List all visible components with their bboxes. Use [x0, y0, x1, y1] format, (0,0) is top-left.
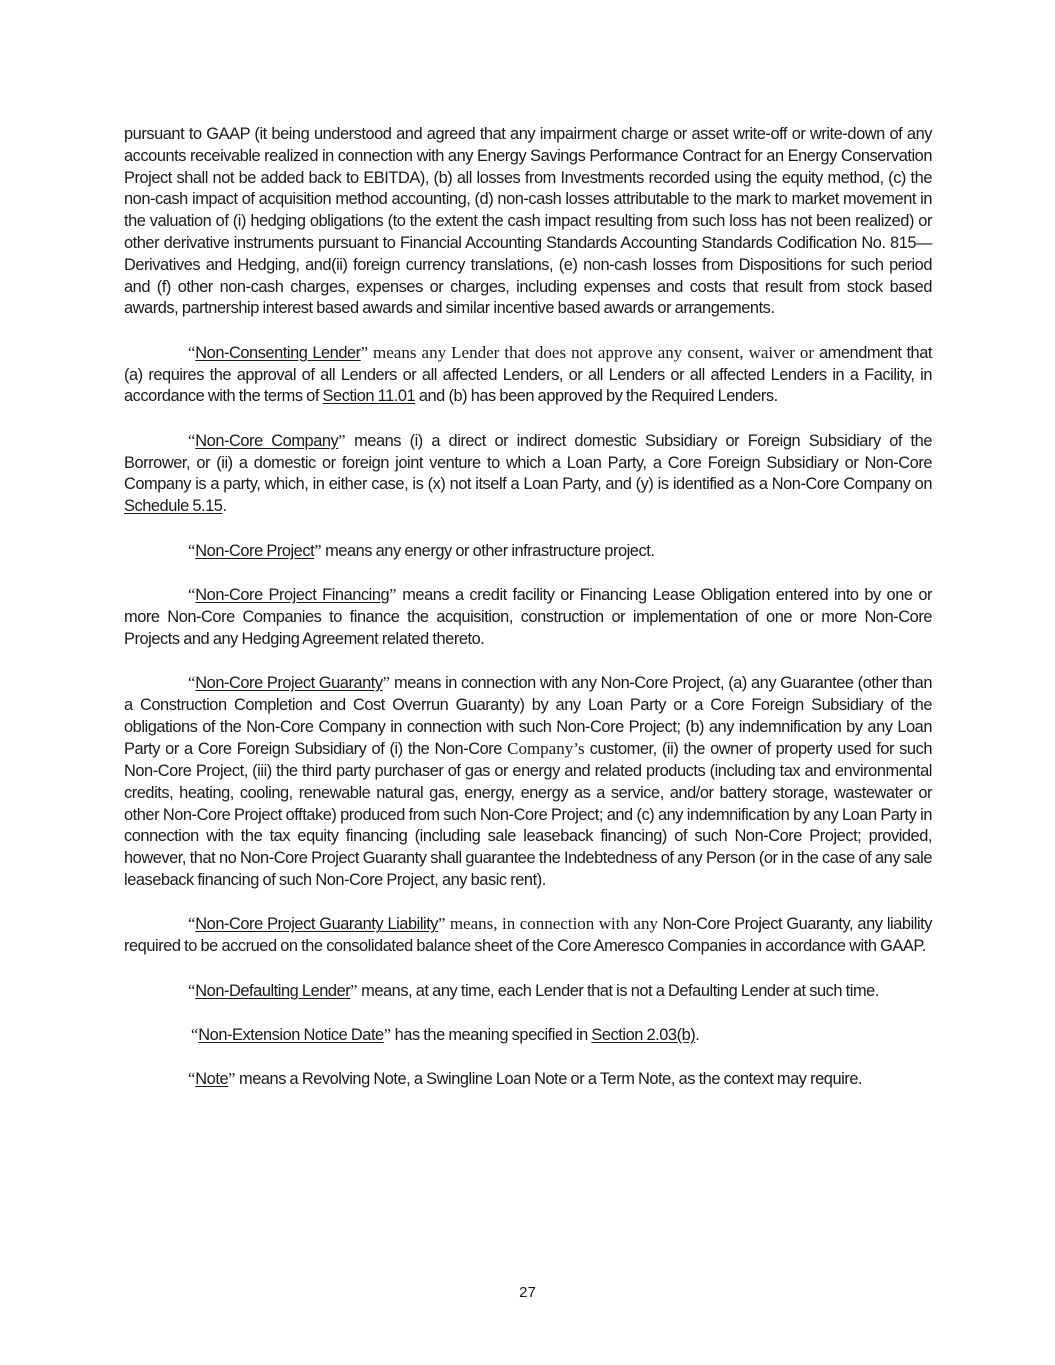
- open-quote: “: [188, 430, 196, 450]
- paragraph-continuation: pursuant to GAAP (it being understood and agreed that any impairment charge or asset write-off or write-down of any accounts receivable realized in connection with any Energy Savings Performance Contract for an Energy Conservation Project shall not be added back to EBITDA), (b) all losses from Investments recorded using the equity method, (c) the non-cash impact of acquisition method accounting, (d) non-cash losses attributable to the mark to market movement in the valuation of (i) hedging obligations (to the extent the cash impact resulting from such loss has not been realized) or other derivative instruments pursuant to Financial Accounting Standards Accounting Standards Codification No. 815—Derivatives and Hedging, and(ii) foreign currency translations, (e) non-cash losses from Dispositions for such period and (f) other non-cash charges, expenses or charges, including expenses and costs that result from stock based awards, partnership interest based awards and similar incentive based awards or arrangements.: [124, 125, 932, 318]
- close-quote: ”: [383, 1025, 392, 1045]
- close-quote: ”: [350, 980, 358, 1000]
- definition-body: means (i) a direct or indirect domestic Subsidiary or Foreign Subsidiary of the Borrower, or (ii) a domestic or foreign joint venture to which a Loan Party, a Core Foreign Subsidiary or Non-Core Company is a party, which, in either case, is (x) not itself a Loan Party, and (y) is identified as a Non-Core Company on: [124, 431, 932, 494]
- definition-non-core-company: [124, 430, 932, 518]
- definition-body: means a credit facility or Financing Lease Obligation entered into by one or more Non-Core Companies to finance the acquisition, construction or implementation of one or more Non-Core Projects and any Hedging Agreement related thereto.: [124, 585, 932, 648]
- defined-term: Note: [195, 1070, 229, 1089]
- open-quote: “: [191, 1025, 199, 1045]
- close-quote: ”: [228, 1069, 236, 1089]
- open-quote: “: [188, 342, 196, 362]
- defined-term: Non-Core Project Guaranty: [195, 673, 383, 692]
- definition-lead: means any Lender that does not approve any consent, waiver or: [367, 342, 815, 362]
- page-number: 27: [519, 1284, 536, 1301]
- cross-reference-section-2-03b[interactable]: Section 2.03(b): [591, 1026, 696, 1045]
- definition-body: amendment that (a) requires the approval of all Lenders or all affected Lenders, or all Lenders or all affected Lenders in a Facility, in accordance with the terms of: [124, 343, 932, 406]
- definition-non-core-project-guaranty-liability: [124, 913, 932, 958]
- close-quote: ”: [360, 342, 368, 362]
- definition-body: Non-Core Project Guaranty, any liability required to be accrued on the consolidated balance sheet of the Core Ameresco Companies in accordance with GAAP.: [124, 915, 932, 956]
- defined-term: Non-Core Project Financing: [195, 585, 390, 604]
- cross-reference-section-11-01[interactable]: Section 11.01: [322, 387, 416, 406]
- defined-term: Non-Defaulting Lender: [195, 981, 351, 1000]
- open-quote: “: [188, 980, 196, 1000]
- close-quote: ”: [338, 430, 346, 450]
- defined-term: Non-Extension Notice Date: [198, 1026, 384, 1045]
- definition-non-core-project-guaranty: [124, 672, 932, 892]
- definition-non-core-project-financing: [124, 584, 932, 650]
- defined-term: Non-Consenting Lender: [195, 343, 361, 362]
- definition-body: means any energy or other infrastructure project.: [321, 541, 655, 560]
- open-quote: “: [188, 914, 196, 934]
- definition-non-consenting-lender: [124, 342, 932, 408]
- open-quote: “: [188, 540, 196, 560]
- defined-term: Non-Core Company: [195, 431, 339, 450]
- definition-lead: means, in connection with any: [445, 914, 659, 934]
- definition-non-extension-notice-date: [124, 1024, 932, 1047]
- close-quote: ”: [438, 914, 446, 934]
- definition-body: means in connection with any Non-Core Project, (a) any Guarantee (other than a Construction Completion and Cost Overrun Guaranty) by any Loan Party or a Core Foreign Subsidiary of the obligations of the Non-Core Company in connection with such Non-Core Project; (b) any indemnification by any Loan Party or a Core Foreign Subsidiary of (i) the Non-Core: [124, 673, 933, 759]
- definition-non-core-project: [124, 540, 932, 563]
- close-quote: ”: [389, 584, 397, 604]
- definition-body-end: customer, (ii) the owner of property used for such Non-Core Project, (iii) the third party purchaser of gas or energy and related products (including tax and environmental credits, heating, cooling, renewable natural gas, energy, energy as a service, and/or battery storage, wastewater or other Non-Core Project offtake) produced from such Non-Core Project; and (c) any indemnification by any Loan Party in connection with the tax equity financing (including sale leaseback financing) of such Non-Core Project; provided, however, that no Non-Core Project Guaranty shall guarantee the Indebtedness of any Person (or in the case of any sale leaseback financing of such Non-Core Project, any basic rent).: [124, 740, 932, 890]
- definition-serif-fragment: Company’s: [507, 739, 585, 759]
- definition-non-defaulting-lender: [124, 980, 932, 1003]
- close-quote: ”: [314, 540, 322, 560]
- definition-body-end: .: [695, 1026, 700, 1045]
- open-quote: “: [188, 672, 196, 692]
- definition-body-end: and (b) has been approved by the Required Lenders.: [415, 387, 778, 406]
- definition-body: means a Revolving Note, a Swingline Loan Note or a Term Note, as the context may require.: [235, 1070, 863, 1089]
- document-page: [124, 124, 932, 1113]
- definition-body-end: .: [222, 497, 227, 516]
- close-quote: ”: [382, 672, 390, 692]
- open-quote: “: [188, 584, 196, 604]
- definition-body: means, at any time, each Lender that is not a Defaulting Lender at such time.: [357, 981, 879, 1000]
- definition-body: has the meaning specified in: [391, 1026, 592, 1045]
- defined-term: Non-Core Project: [195, 541, 315, 560]
- cross-reference-schedule-5-15[interactable]: Schedule 5.15: [124, 497, 223, 516]
- defined-term: Non-Core Project Guaranty Liability: [195, 915, 439, 934]
- open-quote: “: [188, 1069, 196, 1089]
- definition-note: [124, 1068, 932, 1091]
